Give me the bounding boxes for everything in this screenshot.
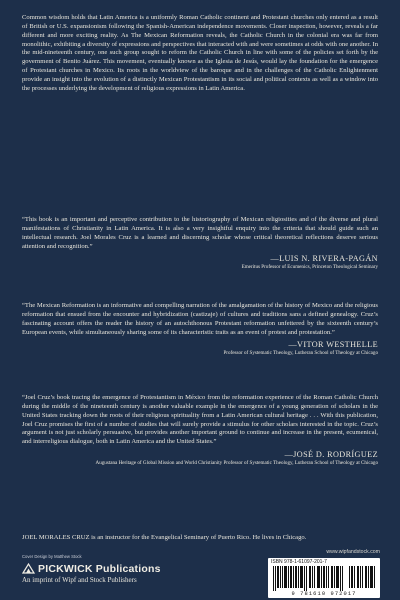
endorser-role: Emeritus Professor of Ecumenics, Princeton Theological Seminary: [241, 264, 378, 271]
barcode: [268, 558, 380, 598]
endorsement-2: [22, 302, 378, 356]
endorsement-1: [22, 216, 378, 270]
price-addon-barcode: [349, 566, 377, 588]
publisher-imprint: An imprint of Wipf and Stock Publishers: [22, 576, 137, 584]
endorser-name: —VITOR WESTHELLE: [288, 340, 378, 350]
endorsement-attribution: [22, 340, 378, 356]
book-description: [22, 14, 378, 94]
barcode-digits: 9 781610 972017: [291, 591, 357, 597]
endorsement-3: [22, 394, 378, 466]
publisher-block: [22, 552, 222, 584]
endorser-role: Professor of Systematic Theology, Lutheran School of Theology at Chicago: [223, 350, 378, 357]
publisher-logo-icon: [22, 562, 35, 575]
author-bio: JOEL MORALES CRUZ is an instructor for the Evangelical Seminary of Puerto Rico. He lives in Chicago.: [22, 534, 307, 541]
description-text: Common wisdom holds that Latin America is a uniformly Roman Catholic continent and Protestant churches only entered as a result of British or U.S. expansionism following the Spanish-American independence movements. Closer inspection, however, reveals a far different and more exciting reality. As The Mexican Reformation reveals, the Catholic Church in the colonial era was far from monolithic, exhibiting a diversity of expressions and perspectives that interacted with and were sometimes at odds with one another. In the mid-nineteenth century, one such group sought to reform the Catholic Church in line with some of the policies set forth by the government of Benito Juárez. This movement, eventually known as the Iglesia de Jesús, would lay the foundation for the emergence of Protestant churches in Mexico. Its roots in the worldview of the baroque and in the challenges of the Catholic Enlightenment provide an insight into the evolution of a distinctly Mexican Protestantism in its social and political contexts as well as a window into the processes underlying the development of religious expressions in Latin America.: [22, 14, 378, 92]
endorsement-attribution: [22, 254, 378, 270]
endorsement-quote: “This book is an important and perceptive contribution to the historiography of Mexican religiosities and of the diverse and plural manifestations of Christianity in Latin America. It is also a very insightful enquiry into the criteria that should guide such an intellectual research. Joel Morales Cruz is a learned and discerning scholar whose critical theoretical reflections deserve serious attention and recognition.”: [22, 216, 378, 250]
endorsement-quote: “Joel Cruz’s book tracing the emergence of Protestantism in México from the reformation experience of the Roman Catholic Church during the middle of the nineteenth century is another valuable example in the emergence of a young generation of scholars in the United States tracking down the roots of their religious spirituality from a Latin American cultural heritage . . . With this publication, Joel Cruz promises the first of a number of studies that will surely provide a stimulus for other scholars interested in the topic. Cruz’s argument is not just scholarly persuasive, but provides another important ground to continue and increase in the present, ecumenical, and interreligious dialogue, both in Latin America and the United States.”: [22, 394, 378, 446]
publisher-row: [22, 562, 222, 575]
endorser-name: —LUIS N. RIVERA-PAGÁN: [270, 254, 378, 264]
endorsement-attribution: [22, 450, 378, 466]
endorser-role: Augustana Heritage of Global Mission and World Christianity Professor of Systematic Theology, Lutheran School of Theology at Chicago: [95, 460, 378, 467]
endorsement-quote: “The Mexican Reformation is an informative and compelling narration of the amalgamation of the history of Mexico and the religious reformation that ensued from the encounter and hybridization (castizaje) of cultures and traditions sans a defined genealogy. Cruz’s fascinating account offers the reader the history of an autochthonous Protestant reformation unfettered by the sixteenth century’s European events, while simultaneously sharing some of its characteristic traits as an event of protest and protestation.”: [22, 302, 378, 336]
barcode-block: [268, 549, 380, 597]
publisher-name: PICKWICK Publications: [38, 562, 161, 575]
isbn-label: ISBN 978-1-61097-201-7: [271, 559, 327, 565]
ean-barcode: [271, 566, 345, 591]
publisher-website: www.wipfandstock.com: [326, 549, 380, 555]
endorser-name: —JOSÉ D. RODRÍGUEZ: [284, 450, 378, 460]
cover-credit: Cover Design by Matthew Stock: [22, 554, 82, 559]
